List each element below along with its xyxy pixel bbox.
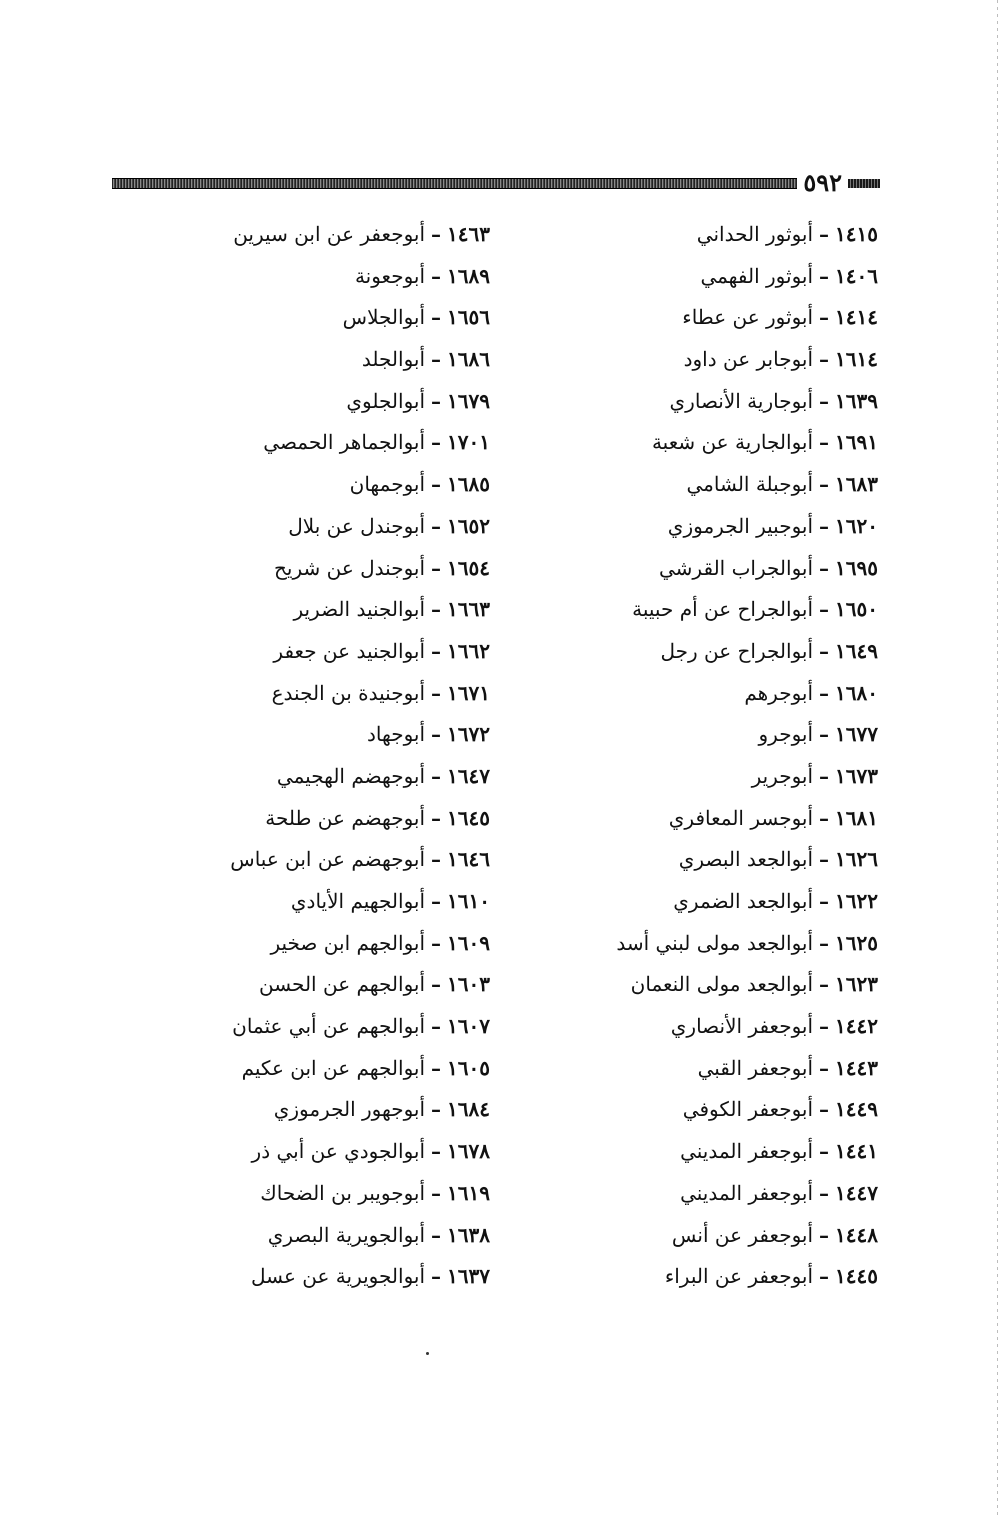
entry-number: ١٦٤٦: [447, 847, 490, 872]
entry-separator: –: [431, 680, 442, 705]
index-entry: [608, 798, 878, 840]
entry-number: ١٤١٥: [835, 222, 878, 246]
entry-separator: –: [431, 847, 442, 872]
entry-separator: –: [431, 805, 442, 830]
index-entry: [220, 339, 490, 381]
header-rule: [112, 178, 797, 189]
entry-separator: –: [431, 972, 442, 997]
entry-number: ١٤٤٥: [835, 1264, 878, 1289]
entry-number: ١٦٨٦: [447, 347, 490, 372]
entry-separator: –: [819, 597, 830, 622]
entry-name: أبوالجويرية عن عسل: [250, 1264, 426, 1289]
entry-separator: –: [431, 388, 442, 413]
index-entry: [220, 589, 490, 631]
entry-name: أبوجعفر الأنصاري: [670, 1014, 814, 1039]
page-number: ٥٩٢: [803, 168, 842, 197]
index-entry: [220, 756, 490, 798]
entry-name: أبوثور الحداني: [696, 222, 814, 246]
entry-name: أبوجهضم الهجيمي: [276, 763, 426, 788]
entry-separator: –: [819, 1055, 830, 1080]
entry-separator: –: [431, 555, 442, 580]
index-entry: [220, 798, 490, 840]
entry-number: ١٦٠٩: [447, 930, 490, 955]
index-entry: [220, 881, 490, 923]
entry-separator: –: [819, 722, 830, 747]
index-entry: [608, 422, 878, 464]
entry-number: ١٦٤٥: [447, 805, 490, 830]
entry-separator: –: [819, 847, 830, 872]
entry-name: أبوجهاد: [366, 722, 426, 747]
index-entry: [220, 1215, 490, 1257]
entry-number: ١٦٢٣: [835, 972, 878, 997]
entry-number: ١٧٠١: [447, 430, 490, 455]
entry-name: أبوجابر عن داود: [683, 347, 814, 372]
entry-name: أبوجندل عن بلال: [288, 513, 426, 538]
entry-number: ١٦٤٧: [447, 763, 490, 788]
entry-separator: –: [431, 1055, 442, 1080]
entry-name: أبوالجنيد الضرير: [293, 597, 426, 622]
entry-number: ١٦٠٧: [447, 1014, 490, 1039]
entry-number: ١٦٨٩: [447, 263, 490, 288]
index-entry: [220, 839, 490, 881]
entry-name: أبوجعفر عن ابن سيرين: [233, 222, 426, 246]
entry-number: ١٦٥٦: [447, 305, 490, 330]
entry-number: ١٤٤٧: [835, 1180, 878, 1205]
entry-number: ١٦٥٢: [447, 513, 490, 538]
index-entry: [220, 548, 490, 590]
entry-separator: –: [431, 1097, 442, 1122]
entry-name: أبوجسر المعافري: [668, 805, 814, 830]
entry-number: ١٦٠٥: [447, 1055, 490, 1080]
entry-number: ١٦٤٩: [835, 638, 878, 663]
entry-separator: –: [819, 430, 830, 455]
entry-number: ١٦٢٢: [835, 889, 878, 913]
page-header: [112, 170, 880, 196]
index-entry: [220, 381, 490, 423]
entry-number: ١٦١٤: [835, 347, 878, 372]
entry-separator: –: [431, 430, 442, 455]
entry-name: أبوجرهم: [744, 680, 814, 705]
entry-separator: –: [819, 1180, 830, 1205]
index-entry: [220, 673, 490, 715]
entry-name: أبوجرو: [758, 722, 814, 747]
index-entry: [608, 1173, 878, 1215]
index-entry: [608, 464, 878, 506]
entry-number: ١٦٦٣: [447, 597, 490, 622]
entry-separator: –: [819, 1222, 830, 1247]
entry-separator: –: [431, 347, 442, 372]
entry-separator: –: [819, 638, 830, 663]
entry-separator: –: [819, 555, 830, 580]
index-entry: [220, 1006, 490, 1048]
entry-name: أبوجعفر القبي: [697, 1055, 814, 1080]
index-entry: [608, 1006, 878, 1048]
entry-separator: –: [819, 347, 830, 372]
index-column-right: [608, 214, 878, 1298]
entry-name: أبوجعفر عن أنس: [671, 1222, 814, 1247]
index-entry: [220, 464, 490, 506]
entry-separator: –: [819, 763, 830, 788]
index-entry: [608, 339, 878, 381]
entry-name: أبوجعفر الكوفي: [682, 1097, 814, 1122]
entry-name: أبوالجويرية البصري: [267, 1222, 426, 1247]
entry-name: أبوالجودي عن أبي ذر: [251, 1139, 426, 1164]
entry-name: أبوجارية الأنصاري: [669, 388, 814, 413]
page-edge-line: [997, 0, 998, 1517]
index-entry: [608, 548, 878, 590]
entry-number: ١٦٨٤: [447, 1097, 490, 1122]
entry-name: أبوجعفر المديني: [680, 1139, 814, 1164]
entry-separator: –: [431, 889, 442, 913]
entry-name: أبوجويبر بن الضحاك: [260, 1180, 426, 1205]
index-entry: [608, 631, 878, 673]
entry-number: ١٦١٠: [447, 889, 490, 913]
index-entry: [608, 214, 878, 256]
entry-name: أبوثور عن عطاء: [682, 305, 814, 330]
entry-separator: –: [431, 1222, 442, 1247]
entry-name: أبوجهور الجرموزي: [273, 1097, 426, 1122]
entry-separator: –: [819, 1097, 830, 1122]
index-entry: [608, 1215, 878, 1257]
entry-separator: –: [819, 1139, 830, 1164]
entry-name: أبوالجعد البصري: [678, 847, 814, 872]
entry-number: ١٦٧٩: [447, 388, 490, 413]
entry-name: أبوجهضم عن ابن عباس: [230, 847, 426, 872]
entry-number: ١٤٤١: [835, 1139, 878, 1164]
entry-number: ١٤٤٩: [835, 1097, 878, 1122]
entry-separator: –: [819, 1014, 830, 1039]
entry-number: ١٦٣٩: [835, 388, 878, 413]
entry-number: ١٤٤٢: [835, 1014, 878, 1039]
entry-number: ١٦٥٠: [835, 597, 878, 622]
entry-number: ١٦٧١: [447, 680, 490, 705]
entry-separator: –: [431, 1264, 442, 1289]
entry-number: ١٦٣٨: [447, 1222, 490, 1247]
entry-separator: –: [431, 305, 442, 330]
entry-separator: –: [431, 1014, 442, 1039]
entry-name: أبوالجعد الضمري: [673, 889, 814, 913]
page-mark-dot: [426, 1352, 429, 1355]
entry-separator: –: [819, 513, 830, 538]
entry-name: أبوجعونة: [354, 263, 426, 288]
entry-separator: –: [819, 222, 830, 246]
index-entry: [220, 1048, 490, 1090]
index-column-left: [220, 214, 490, 1298]
index-entry: [220, 923, 490, 965]
index-entry: [608, 256, 878, 298]
entry-name: أبوجبلة الشامي: [686, 472, 814, 497]
entry-number: ١٦٦٢: [447, 638, 490, 663]
entry-name: أبوالجهم عن الحسن: [258, 972, 426, 997]
entry-number: ١٦٧٢: [447, 722, 490, 747]
entry-separator: –: [431, 513, 442, 538]
entry-name: أبوالجراب القرشي: [659, 555, 814, 580]
index-entry: [220, 1131, 490, 1173]
index-entry: [220, 714, 490, 756]
entry-number: ١٦٣٧: [447, 1264, 490, 1289]
entry-number: ١٤٤٣: [835, 1055, 878, 1080]
entry-separator: –: [431, 472, 442, 497]
index-entry: [220, 422, 490, 464]
entry-name: أبوالجعد مولى النعمان: [630, 972, 814, 997]
entry-name: أبوثور الفهمي: [700, 263, 814, 288]
index-entry: [220, 214, 490, 256]
entry-separator: –: [431, 638, 442, 663]
index-entry: [608, 1048, 878, 1090]
entry-number: ١٤٤٨: [835, 1222, 878, 1247]
entry-separator: –: [431, 930, 442, 955]
entry-separator: –: [819, 472, 830, 497]
entry-name: أبوالجهم ابن صخير: [270, 930, 426, 955]
entry-number: ١٦٧٧: [835, 722, 878, 747]
entry-name: أبوالجعد مولى لبني أسد: [616, 930, 814, 955]
entry-separator: –: [431, 1180, 442, 1205]
entry-number: ١٦٨٠: [835, 680, 878, 705]
entry-number: ١٤١٤: [835, 305, 878, 330]
index-entry: [608, 673, 878, 715]
entry-name: أبوالجهم عن أبي عثمان: [232, 1014, 426, 1039]
entry-name: أبوالجراح عن رجل: [660, 638, 814, 663]
entry-separator: –: [431, 722, 442, 747]
index-entry: [608, 297, 878, 339]
entry-number: ١٦٩١: [835, 430, 878, 455]
entry-name: أبوجندل عن شريح: [274, 555, 426, 580]
entry-number: ١٦٥٤: [447, 555, 490, 580]
index-entry: [220, 297, 490, 339]
index-entry: [220, 631, 490, 673]
index-entry: [608, 756, 878, 798]
index-columns: [220, 214, 878, 1298]
index-entry: [220, 506, 490, 548]
entry-separator: –: [819, 805, 830, 830]
entry-number: ١٦٨٥: [447, 472, 490, 497]
entry-name: أبوالجهم عن ابن عكيم: [241, 1055, 426, 1080]
index-entry: [220, 1256, 490, 1298]
entry-separator: –: [431, 763, 442, 788]
entry-name: أبوجمهان: [349, 472, 426, 497]
entry-number: ١٦٢٦: [835, 847, 878, 872]
index-entry: [608, 839, 878, 881]
index-entry: [608, 589, 878, 631]
entry-separator: –: [431, 222, 442, 246]
index-entry: [608, 1131, 878, 1173]
entry-separator: –: [819, 388, 830, 413]
index-entry: [608, 923, 878, 965]
entry-number: ١٦٩٥: [835, 555, 878, 580]
header-rule-cap: [848, 179, 880, 188]
entry-name: أبوالجلاس: [342, 305, 426, 330]
index-entry: [608, 506, 878, 548]
entry-name: أبوالجهيم الأيادي: [290, 889, 426, 913]
entry-separator: –: [819, 930, 830, 955]
index-entry: [220, 256, 490, 298]
index-entry: [608, 881, 878, 923]
entry-number: ١٦٧٨: [447, 1139, 490, 1164]
entry-number: ١٦٨٣: [835, 472, 878, 497]
entry-separator: –: [819, 305, 830, 330]
entry-number: ١٦٧٣: [835, 763, 878, 788]
entry-number: ١٦٨١: [835, 805, 878, 830]
entry-name: أبوالجارية عن شعبة: [651, 430, 814, 455]
entry-number: ١٦١٩: [447, 1180, 490, 1205]
entry-number: ١٦٢٥: [835, 930, 878, 955]
index-entry: [608, 1089, 878, 1131]
entry-separator: –: [819, 972, 830, 997]
entry-separator: –: [819, 889, 830, 913]
entry-separator: –: [819, 680, 830, 705]
entry-separator: –: [431, 1139, 442, 1164]
entry-name: أبوجهضم عن طلحة: [265, 805, 426, 830]
entry-name: أبوجبير الجرموزي: [667, 513, 814, 538]
entry-name: أبوالجنيد عن جعفر: [273, 638, 426, 663]
entry-separator: –: [431, 597, 442, 622]
entry-separator: –: [819, 263, 830, 288]
entry-name: أبوالجلد: [361, 347, 426, 372]
index-entry: [608, 964, 878, 1006]
index-entry: [220, 964, 490, 1006]
index-entry: [220, 1173, 490, 1215]
entry-name: أبوالجلوي: [346, 388, 426, 413]
entry-name: أبوجعفر عن البراء: [664, 1264, 814, 1289]
index-entry: [608, 381, 878, 423]
index-entry: [608, 714, 878, 756]
entry-name: أبوالجراح عن أم حبيبة: [632, 597, 814, 622]
entry-name: أبوالجماهر الحمصي: [263, 430, 426, 455]
entry-separator: –: [819, 1264, 830, 1289]
entry-separator: –: [431, 263, 442, 288]
index-entry: [220, 1089, 490, 1131]
entry-name: أبوجرير: [751, 763, 814, 788]
entry-name: أبوجنيدة بن الجندع: [271, 680, 426, 705]
entry-number: ١٤٠٦: [835, 263, 878, 288]
entry-number: ١٤٦٣: [447, 222, 490, 246]
entry-number: ١٦٠٣: [447, 972, 490, 997]
index-entry: [608, 1256, 878, 1298]
entry-number: ١٦٢٠: [835, 513, 878, 538]
entry-name: أبوجعفر المديني: [680, 1180, 814, 1205]
